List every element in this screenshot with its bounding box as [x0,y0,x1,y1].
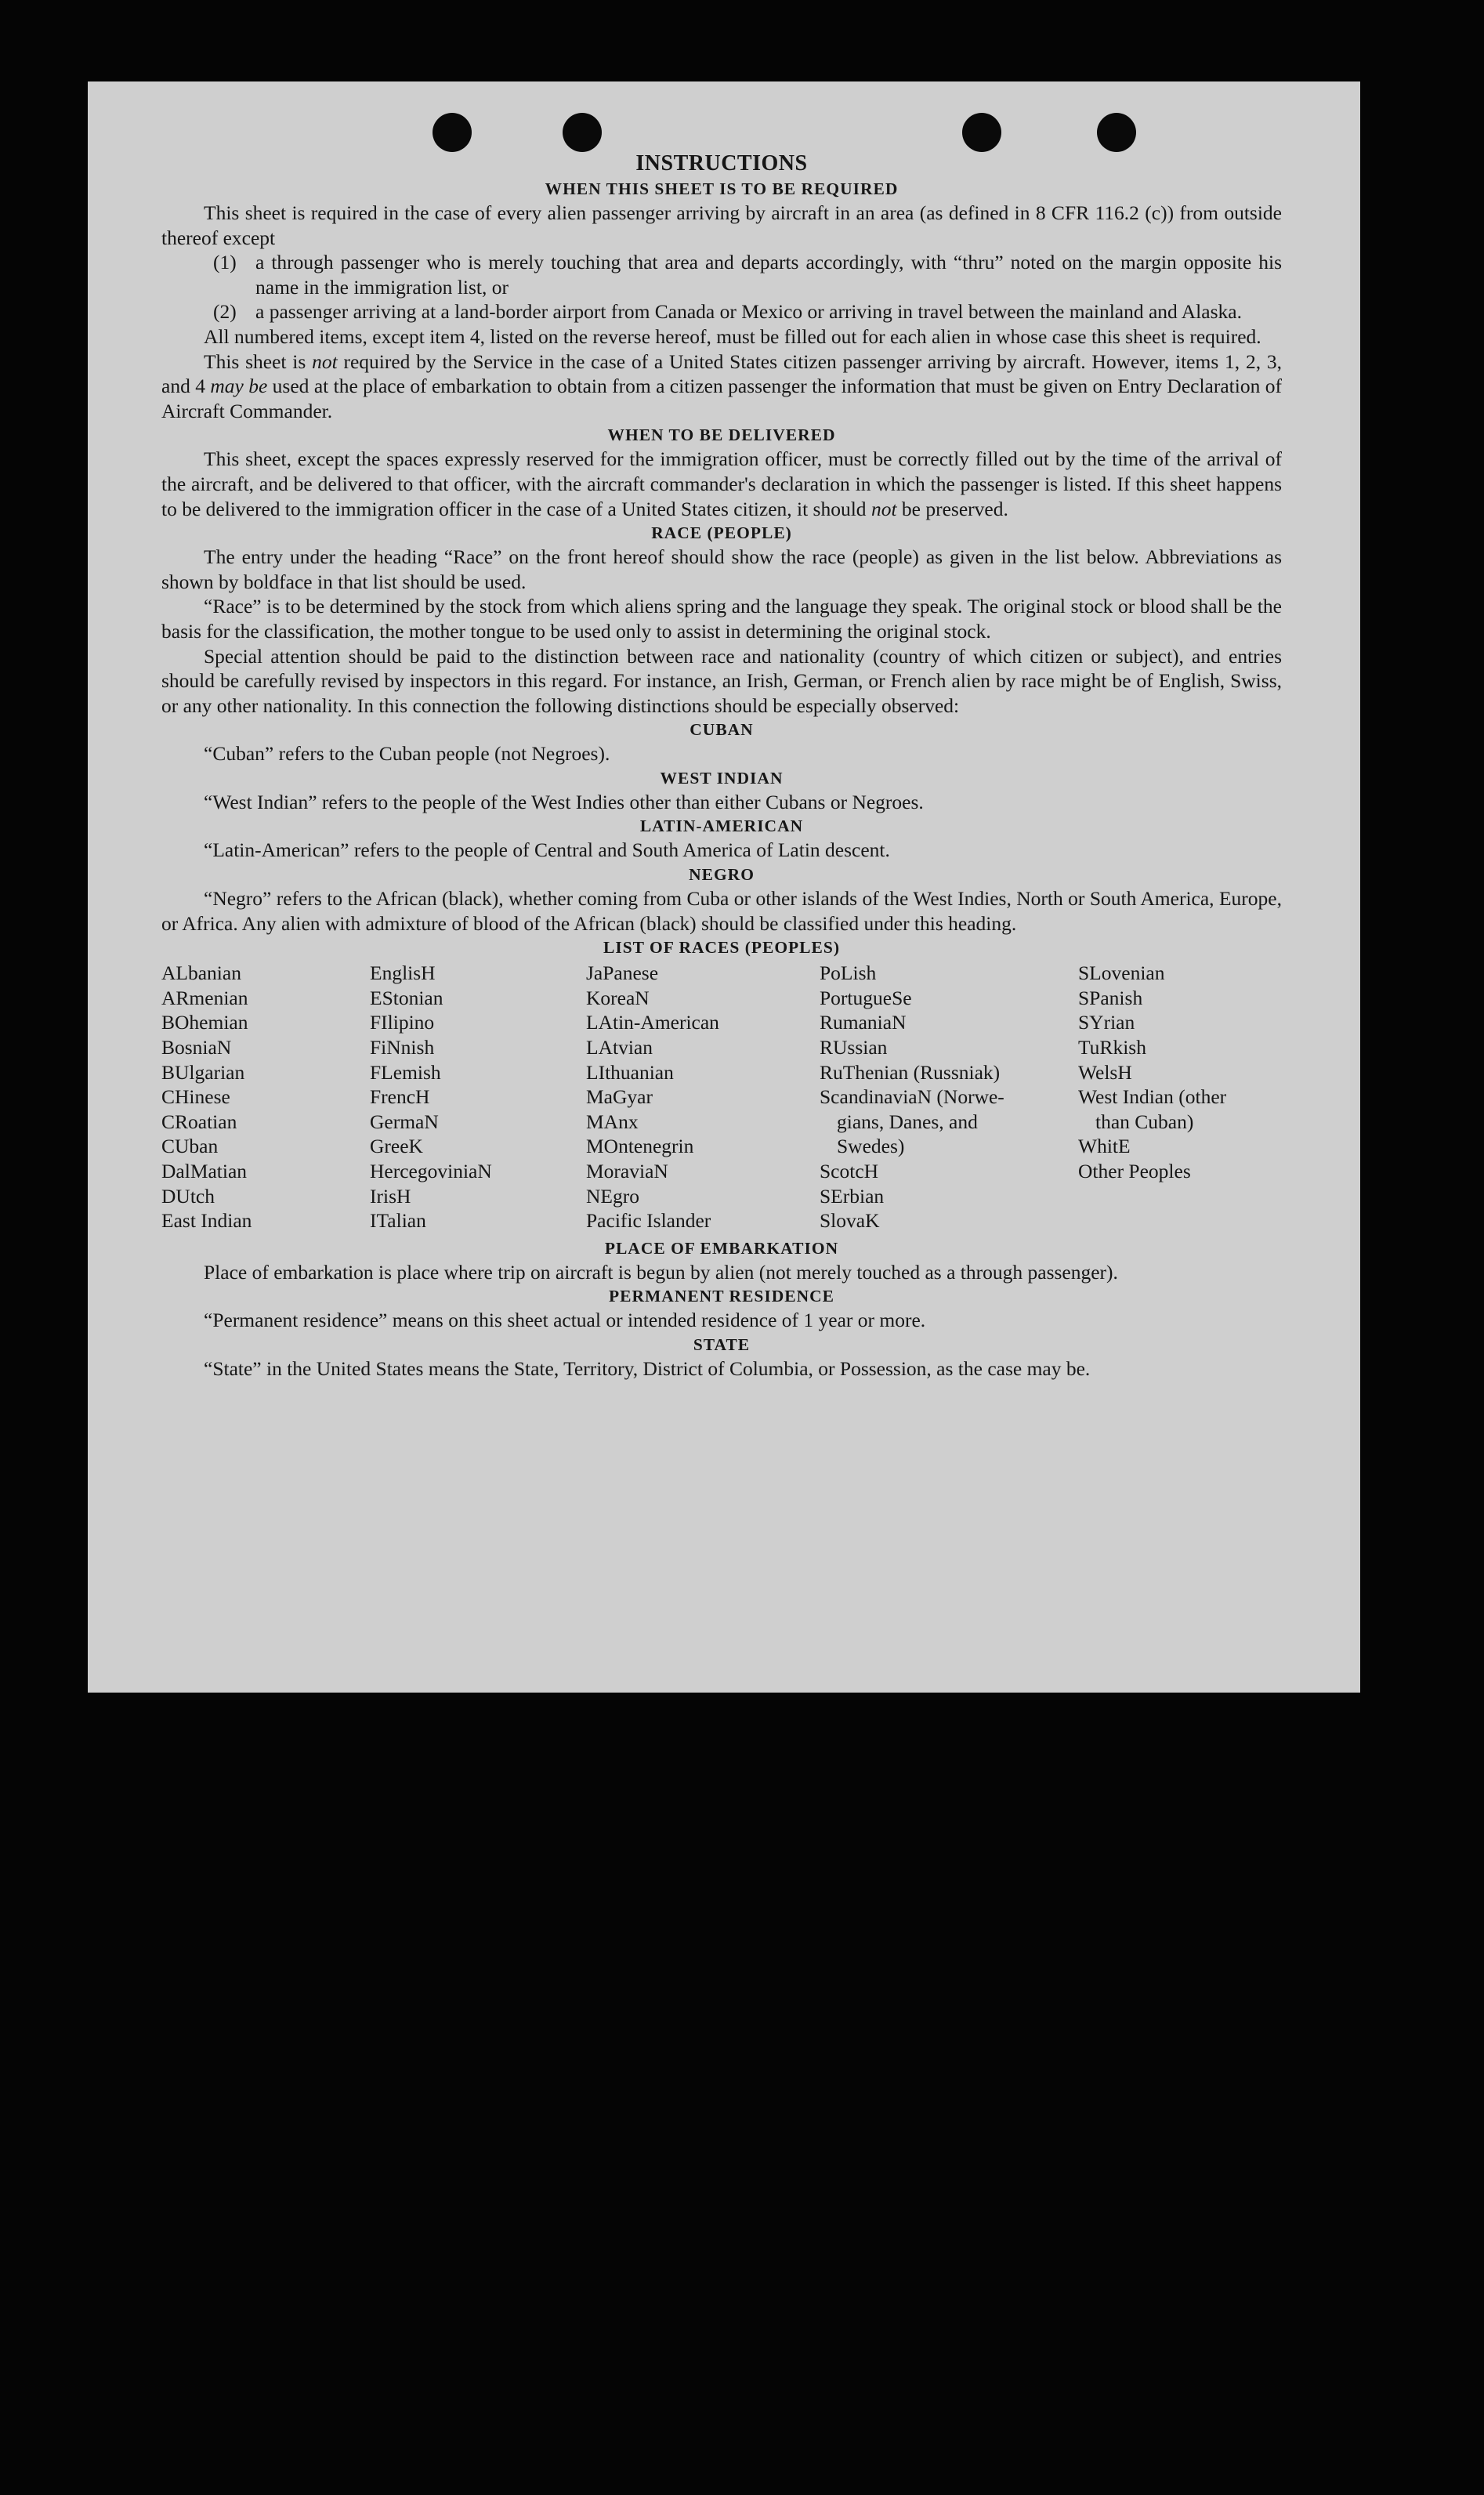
race-entry: NEgro [586,1184,639,1208]
cuban-paragraph: “Cuban” refers to the Cuban people (not Negroes). [204,742,610,766]
punch-hole [962,113,1001,152]
race-entry: Pacific Islander [586,1209,711,1233]
race-paragraph-1: The entry under the heading “Race” on the front hereof should show the race (people) as given in the list below. Abbreviations as shown by boldface in that list should be used. [161,545,1282,593]
races-list [161,961,1282,1233]
race-entry: ALbanian [161,961,241,985]
section-heading-state: STATE [693,1334,751,1354]
race-entry: KoreaN [586,986,650,1009]
document-sheet [88,81,1360,1693]
race-entry: MOntenegrin [586,1135,694,1158]
races-column-1 [161,961,357,1233]
delivered-paragraph [161,447,1282,521]
punch-hole [563,113,602,152]
required-paragraph-3 [161,349,1282,424]
section-heading-embarkation: PLACE OF EMBARKATION [604,1238,839,1258]
race-entry: MaGyar [586,1085,653,1109]
race-entry: SYrian [1078,1011,1135,1034]
race-entry: PoLish [820,961,877,985]
section-heading-race: RACE (PEOPLE) [651,523,792,543]
item-text: a passenger arriving at a land-border airport from Canada or Mexico or arriving in travel between the mainland and Alaska. [255,300,1242,324]
item-number: (1) [213,251,237,274]
race-entry: HercegoviniaN [370,1160,492,1182]
residence-paragraph: “Permanent residence” means on this sheet actual or intended residence of 1 year or more. [204,1309,926,1332]
races-column-4 [820,961,1066,1233]
race-entry: SLovenian [1078,961,1165,985]
races-column-5 [1078,961,1282,1233]
race-entry: SlovaK [820,1209,880,1233]
race-entry: TuRkish [1078,1036,1146,1059]
race-entry: BOhemian [161,1011,248,1034]
race-entry: DalMatian [161,1160,248,1182]
race-entry: LAtin-American [586,1011,719,1034]
section-heading-negro: NEGRO [689,865,755,885]
race-entry: JaPanese [586,961,659,985]
text-run: This sheet, except the spaces expressly reserved for the immigration officer, must be correctly filled out by the time of the arrival of the aircraft, and be delivered to that officer, with the aircraft commander's declaration in which the passenger is listed. If this sheet happens to be delivered to the immigration officer in the case of a United States citizen, it should [161,447,1282,520]
race-entry: FrencH [370,1085,430,1109]
race-paragraph-3: Special attention should be paid to the distinction between race and nationality (country of which citizen or subject), and entries should be carefully revised by inspectors in this regard. For instance, an Irish, German, or French alien by race might be of English, Swiss, or any other nationality. In this connection the following distinctions should be especially observed: [161,644,1282,717]
section-heading-west-indian: WEST INDIAN [660,768,784,788]
race-entry: IrisH [370,1184,411,1208]
race-entry: MAnx [586,1110,639,1133]
section-heading-cuban: CUBAN [690,720,754,740]
negro-paragraph: “Negro” refers to the African (black), whether coming from Cuba or other islands of the West Indies, North or South America, Europe, or Africa. Any alien with admixture of blood of the African (black) should be classified under this heading. [161,887,1282,935]
race-entry: East Indian [161,1209,252,1233]
race-entry: SErbian [820,1184,885,1208]
italic-run: not [870,497,897,520]
race-paragraph-2: “Race” is to be determined by the stock from which aliens spring and the language they speak. The original stock or blood shall be the basis for the classification, the mother tongue to be used only to assist in determining the original stock. [161,595,1282,643]
race-entry: WelsH [1078,1060,1132,1084]
race-entry: EnglisH [370,961,436,985]
race-entry: FLemish [370,1060,441,1084]
text-run: be preserved. [896,497,1008,520]
race-entry: CUban [161,1135,219,1158]
latin-american-paragraph: “Latin-American” refers to the people of Central and South America of Latin descent. [204,838,890,862]
race-entry: ScandinaviaN (Norwe- [820,1085,1004,1109]
race-entry: EStonian [370,986,443,1009]
race-entry: GermaN [370,1110,439,1133]
required-intro: This sheet is required in the case of every alien passenger arriving by aircraft in an area (as defined in 8 CFR 116.2 (c)) from outside thereof except [161,201,1282,249]
race-entry: RuThenian (Russniak) [820,1060,1001,1084]
race-entry: LIthuanian [586,1060,674,1084]
race-entry: ScotcH [820,1160,879,1182]
section-heading-latin-american: LATIN-AMERICAN [639,817,804,836]
race-entry: DUtch [161,1184,215,1208]
section-heading-races-list: LIST OF RACES (PEOPLES) [603,938,840,958]
race-entry: BosniaN [161,1036,232,1059]
race-entry: than Cuban) [1095,1110,1194,1133]
race-entry: MoraviaN [586,1160,668,1182]
document-title: INSTRUCTIONS [635,151,808,176]
race-entry-continuation: gians, Danes, and [837,1110,978,1133]
italic-run: may be [210,375,268,398]
race-entry: FiNnish [370,1036,435,1059]
item-text: a through passenger who is merely touching that area and departs accordingly, with “thru” noted on the margin opposite his name in the immigration list, or [255,251,1282,299]
text-run: used at the place of embarkation to obtain from a citizen passenger the information that must be given on Entry Declaration of Aircraft Commander. [161,375,1282,422]
races-column-2 [370,961,574,1233]
required-paragraph-2: All numbered items, except item 4, listed on the reverse hereof, must be filled out for each alien in whose case this sheet is required. [204,324,1261,348]
race-entry: PortugueSe [820,986,912,1009]
punch-hole [433,113,472,152]
race-entry: FIlipino [370,1011,435,1034]
embarkation-paragraph: Place of embarkation is place where trip on aircraft is begun by alien (not merely touched as a through passenger). [204,1260,1118,1284]
section-heading-required: WHEN THIS SHEET IS TO BE REQUIRED [545,179,899,198]
race-entry: Other Peoples [1078,1160,1191,1182]
item-number: (2) [213,300,237,324]
text-run: This sheet is [204,349,313,373]
race-entry [820,1110,1066,1135]
text-run: required by the Service in the case of a United States citizen passenger arriving by aircraft. However, items 1, 2, 3, and 4 [161,349,1282,398]
required-item-2 [213,299,1282,324]
section-heading-residence: PERMANENT RESIDENCE [609,1287,834,1306]
race-entry: RumaniaN [820,1011,907,1034]
italic-run: not [312,349,338,373]
race-entry: ARmenian [161,986,248,1009]
required-item-1 [213,250,1282,299]
race-entry: ITalian [370,1209,426,1233]
race-entry: WhitE [1078,1135,1131,1158]
race-entry: SPanish [1078,986,1143,1009]
race-entry: CHinese [161,1085,230,1109]
races-column-3 [586,961,807,1233]
race-entry: RUssian [820,1036,888,1059]
punch-hole [1097,113,1136,152]
section-heading-delivered: WHEN TO BE DELIVERED [607,425,836,445]
race-entry: GreeK [370,1135,423,1158]
race-entry: LAtvian [586,1036,653,1059]
race-entry: Swedes) [837,1135,905,1158]
race-entry: BUlgarian [161,1060,245,1084]
state-paragraph: “State” in the United States means the State, Territory, District of Columbia, or Possession, as the case may be. [204,1356,1091,1380]
west-indian-paragraph: “West Indian” refers to the people of the West Indies other than either Cubans or Negroes. [204,790,924,813]
race-entry: West Indian (other [1078,1085,1227,1109]
race-entry: CRoatian [161,1110,237,1133]
